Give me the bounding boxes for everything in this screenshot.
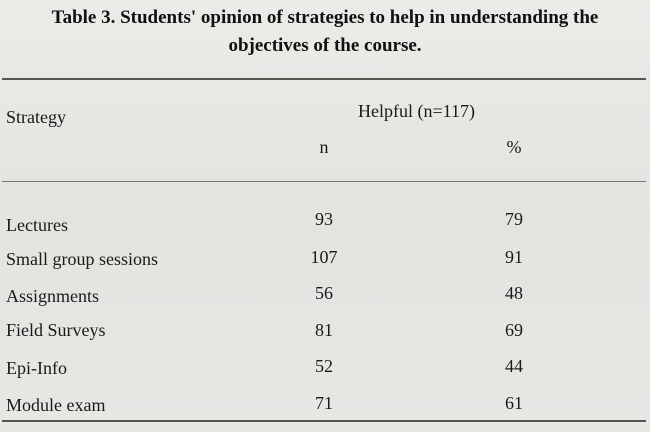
header-strategy: Strategy xyxy=(6,107,66,127)
caption-line-2: objectives of the course. xyxy=(228,35,422,56)
header-n: n xyxy=(319,137,329,157)
row-5-strategy: Epi-Info xyxy=(6,358,67,378)
row-3-percent: 48 xyxy=(505,283,523,303)
row-4-percent: 69 xyxy=(505,320,523,340)
bottom-rule xyxy=(2,420,646,422)
row-1-n: 93 xyxy=(315,209,333,229)
row-1-percent: 79 xyxy=(505,209,523,229)
table-caption xyxy=(0,4,650,60)
header-percent: % xyxy=(506,137,522,157)
header-rule xyxy=(2,181,646,182)
row-3-n: 56 xyxy=(315,283,333,303)
row-1-strategy: Lectures xyxy=(6,215,68,235)
header-helpful: Helpful (n=117) xyxy=(358,101,475,121)
caption-line-1: Table 3. Students' opinion of strategies to help in understanding the xyxy=(51,7,599,28)
row-2-n: 107 xyxy=(310,247,338,267)
row-2-percent: 91 xyxy=(505,247,523,267)
row-5-n: 52 xyxy=(315,356,333,376)
row-6-strategy: Module exam xyxy=(6,395,106,415)
top-rule xyxy=(2,78,646,80)
row-6-n: 71 xyxy=(315,393,333,413)
row-4-n: 81 xyxy=(315,320,333,340)
row-2-strategy: Small group sessions xyxy=(6,249,159,269)
row-4-strategy: Field Surveys xyxy=(6,320,106,340)
row-6-percent: 61 xyxy=(505,393,523,413)
row-5-percent: 44 xyxy=(505,356,523,376)
row-3-strategy: Assignments xyxy=(6,286,100,306)
